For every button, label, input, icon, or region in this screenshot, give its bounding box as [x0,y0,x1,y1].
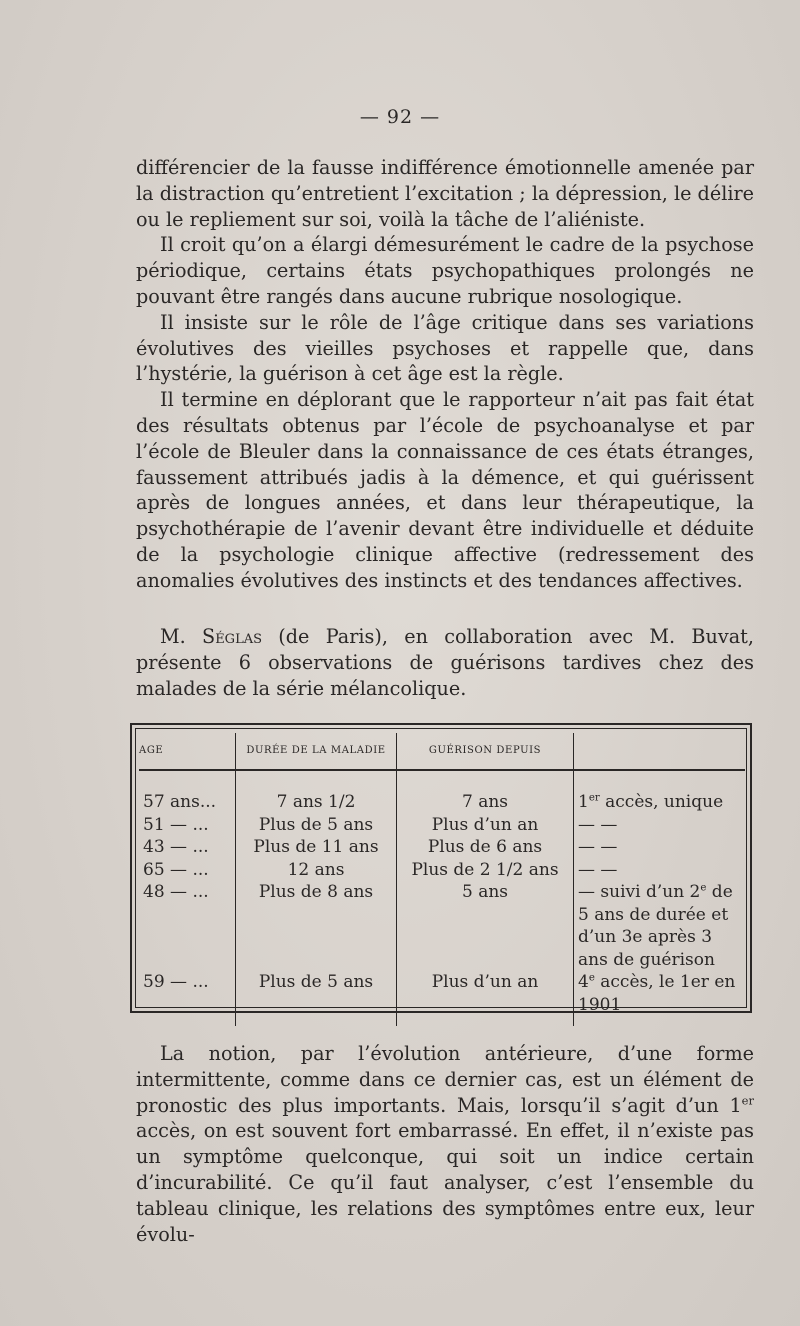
table-row [139,881,745,971]
table-row [139,859,745,882]
table-row [139,770,745,814]
page-number: — 92 — [359,106,441,128]
cell-guerison: 7 ans [397,770,574,814]
paragraph-psychose-periodique: Il croit qu’on a élargi démesurément le cadre de la psychose périodique, certains états psychopathiques prolongés ne pouvant être rangés dans aucune rubrique nosologique. [136,233,754,308]
header-age: AGE [139,733,236,770]
cell-guerison: Plus d’un an [397,814,574,837]
text-block-top [136,155,754,594]
paragraph-continuation: différencier de la fausse indifférence émotionnelle amenée par la distraction qu’entretient l’excitation ; la dépression, le délire ou le repliement sur soi, voilà la tâche de l’aliéniste. [136,156,754,231]
cell-notes: 4e accès, le 1er en 1901 [578,972,736,1015]
cell-guerison: Plus d’un an [397,971,574,1026]
observations-table [139,733,745,1026]
cell-duree: 12 ans [236,859,397,882]
text-block-bottom [136,1041,754,1247]
header-guerison: GUÉRISON DEPUIS [397,733,574,770]
cell-notes: — suivi d’un 2e de 5 ans de durée et d’un 3e après 3 ans de guérison [578,882,733,970]
header-notes [574,733,746,770]
seglas-prefix: M. [160,625,203,648]
paragraph-pronostic: La notion, par l’évolution antérieure, d’une forme intermittente, comme dans ce dernier cas, est un élément de pronostic des plus importants. Mais, lorsqu’il s’agit d’un 1er accès, on est souvent fort embarrassé. En effet, il n’existe pas un symptôme quelconque, qui soit un indice certain d’incurabilité. Ce qu’il faut analyser, c’est l’ensemble du tableau clinique, les relations des symptômes entre eux, leur évolu- [136,1042,754,1246]
cell-guerison: 5 ans [397,881,574,971]
cell-duree: 7 ans 1/2 [236,770,397,814]
cell-notes: — — [578,837,618,857]
cell-duree: Plus de 5 ans [236,814,397,837]
observations-table-frame [130,723,752,1013]
cell-duree: Plus de 8 ans [236,881,397,971]
table-row [139,971,745,1026]
cell-age: 59 — ... [139,971,236,1026]
paragraph-seglas [136,624,754,701]
cell-duree: Plus de 5 ans [236,971,397,1026]
cell-age: 48 — ... [139,881,236,971]
cell-age: 51 — ... [139,814,236,837]
cell-notes: — — [578,814,618,835]
cell-guerison: Plus de 2 1/2 ans [397,859,574,882]
table-row [139,836,745,859]
cell-age: 65 — ... [139,859,236,882]
cell-duree: Plus de 11 ans [236,836,397,859]
cell-notes: 1er accès, unique [578,792,724,812]
header-duree: DURÉE DE LA MALADIE [236,733,397,770]
paragraph-age-critique: Il insiste sur le rôle de l’âge critique dans ses variations évolutives des vieilles psychoses et rappelle que, dans l’hystérie, la guérison à cet âge est la règle. [136,310,754,386]
table-header-row [139,733,745,770]
cell-notes: — — [578,859,618,880]
author-name-seglas: Séglas [202,625,262,648]
cell-guerison: Plus de 6 ans [397,836,574,859]
seglas-text: (de Paris), en collaboration avec M. Buvat, présente 6 observations de guérisons tardives chez des malades de la série mélancolique. [136,625,754,700]
cell-age: 43 — ... [139,836,236,859]
text-block-seglas [136,624,754,701]
paragraph-psychoanalyse: Il termine en déplorant que le rapporteur n’ait pas fait état des résultats obtenus par l’école de psychoanalyse et par l’école de Bleuler dans la connaissance de ces états étranges, faussement attribués jadis à la démence, et qui guérissent après de longues années, et dans leur thérapeutique, la psychothérapie de l’avenir devant être individuelle et déduite de la psychologie clinique affective (redressement des anomalies évolutives des instincts et des tendances affectives. [136,388,754,592]
cell-age: 57 ans... [139,770,236,814]
table-row [139,814,745,837]
